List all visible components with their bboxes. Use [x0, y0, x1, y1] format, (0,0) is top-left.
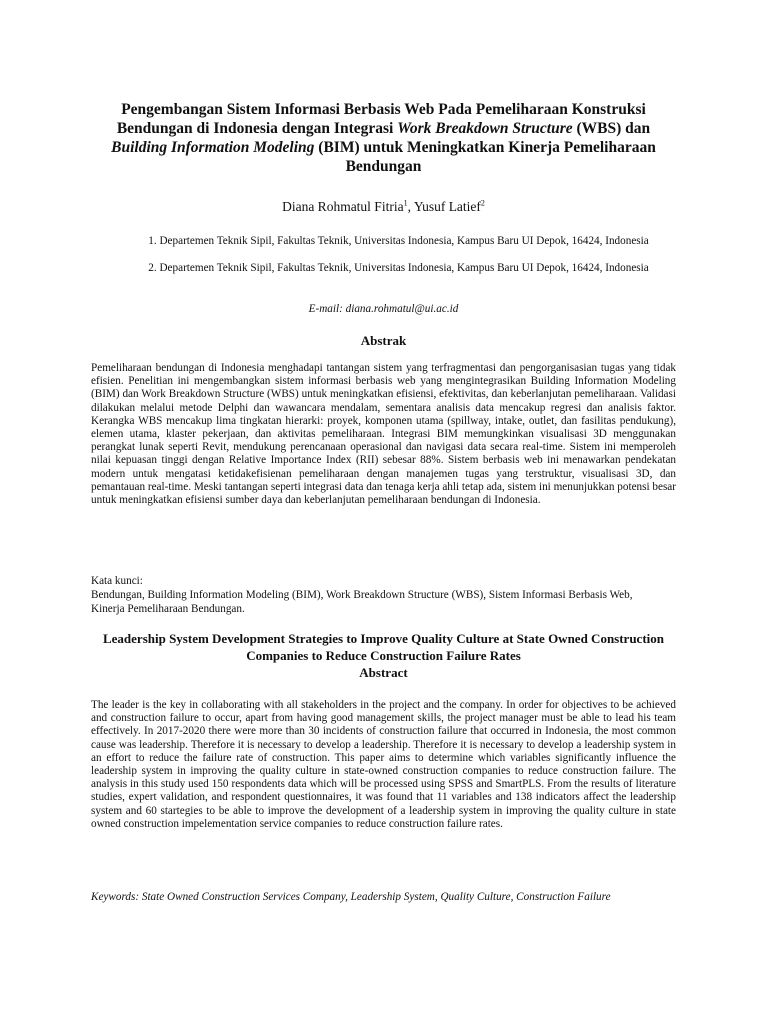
- author-1-affil-mark: 1: [403, 198, 408, 208]
- affiliation-1: 1. Departemen Teknik Sipil, Fakultas Teknik, Universitas Indonesia, Kampus Baru UI Depok, 16424, Indonesia: [148, 235, 649, 247]
- title-part-2: (WBS) dan: [572, 120, 651, 137]
- author-1-name: Diana Rohmatul Fitria: [282, 199, 404, 214]
- contact-email: E-mail: diana.rohmatul@ui.ac.id: [308, 303, 459, 315]
- title-part-3: (BIM) untuk Meningkatkan Kinerja Pemeliharaan Bendungan: [314, 139, 656, 175]
- author-2-name: Yusuf Latief: [413, 199, 481, 214]
- kata-kunci-list: Bendungan, Building Information Modeling (BIM), Work Breakdown Structure (WBS), Sistem Informasi Berbasis Web, Kinerja Pemeliharaan Bendungan.: [91, 589, 633, 615]
- abstrak-body: Pemeliharaan bendungan di Indonesia menghadapi tantangan sistem yang terfragmentasi dan pengorganisasian tugas yang tidak efisien. Penelitian ini mengembangkan sistem informasi berbasis web yang mengintegrasikan Building Information Modeling (BIM) dan Work Breakdown Structure (WBS) untuk meningkatkan efisiensi, efektivitas, dan keberlanjutan pemeliharaan. Validasi dilakukan melalui metode Delphi dan wawancara mendalam, sementara analisis data mencakup regresi dan analisis faktor. Kerangka WBS mencakup lima tingkatan hierarki: proyek, komponen utama (spillway, intake, outlet, dan fasilitas pendukung), elemen utama, klaster pekerjaan, dan aktivitas pemeliharaan. Integrasi BIM memungkinkan visualisasi 3D menggunakan perangkat lunak seperti Revit, mendukung perencanaan operasional dan navigasi data secara real-time. Sistem ini memperoleh nilai kepuasan tinggi dengan Relative Importance Index (RII) sebesar 88%. Sistem berbasis web ini menawarkan pendekatan modern untuk mengatasi ketidakefisienan pemeliharaan dengan manajemen tugas yang terstruktur, visualisasi 3D, dan pemantauan real-time. Meski tantangan seperti integrasi data dan tenaga kerja ahli tetap ada, sistem ini menunjukkan potensi besar untuk meningkatkan efisiensi sumber daya dan keberlanjutan pemeliharaan bendungan di Indonesia.: [91, 362, 676, 507]
- kata-kunci-label: Kata kunci:: [91, 575, 143, 587]
- english-title: Leadership System Development Strategies to Improve Quality Culture at State Owned Construction Companies to Reduce Construction Failure Rates: [102, 631, 664, 663]
- author-list: [91, 198, 676, 216]
- title-italic-bim: Building Information Modeling: [111, 139, 315, 156]
- affiliation-2: 2. Departemen Teknik Sipil, Fakultas Teknik, Universitas Indonesia, Kampus Baru UI Depok, 16424, Indonesia: [148, 262, 649, 274]
- english-keywords: Keywords: State Owned Construction Services Company, Leadership System, Quality Culture, Construction Failure: [91, 891, 611, 903]
- abstract-heading: Abstract: [359, 665, 408, 680]
- paper-title: [91, 100, 676, 176]
- title-part-1: Pengembangan Sistem Informasi Berbasis Web Pada Pemeliharaan Konstruksi Bendungan di Indonesia dengan Integrasi: [116, 101, 646, 137]
- author-2-affil-mark: 2: [480, 198, 485, 208]
- abstrak-heading: Abstrak: [360, 333, 407, 348]
- author-separator: ,: [407, 199, 414, 214]
- abstract-body: The leader is the key in collaborating with all stakeholders in the project and the company. In order for objectives to be achieved and construction failure to occur, apart from having good management skills, the project manager must be able to lead his team effectively. In 2017-2020 there were more than 30 incidents of construction failure that occurred in Indonesia, the most common cause was leadership. Therefore it is necessary to develop a leadership. Therefore it is necessary to develop a leadership system in an effort to reduce the failure rate of construction. This paper aims to determine which variables significantly influence the leadership system in improving the quality culture in state-owned construction companies to reduce construction failure. The analysis in this study used 150 respondents data which will be processed using SPSS and SmartPLS. From the results of literature studies, expert validation, and respondent questionnaires, it was found that 11 variables and 138 indicators affect the leadership system and 60 startegies to be able to improve the development of a leadership system in improving the quality culture in state owned construction impelementation service companies to reduce construction failure rates.: [91, 699, 676, 830]
- title-italic-wbs: Work Breakdown Structure: [397, 120, 573, 137]
